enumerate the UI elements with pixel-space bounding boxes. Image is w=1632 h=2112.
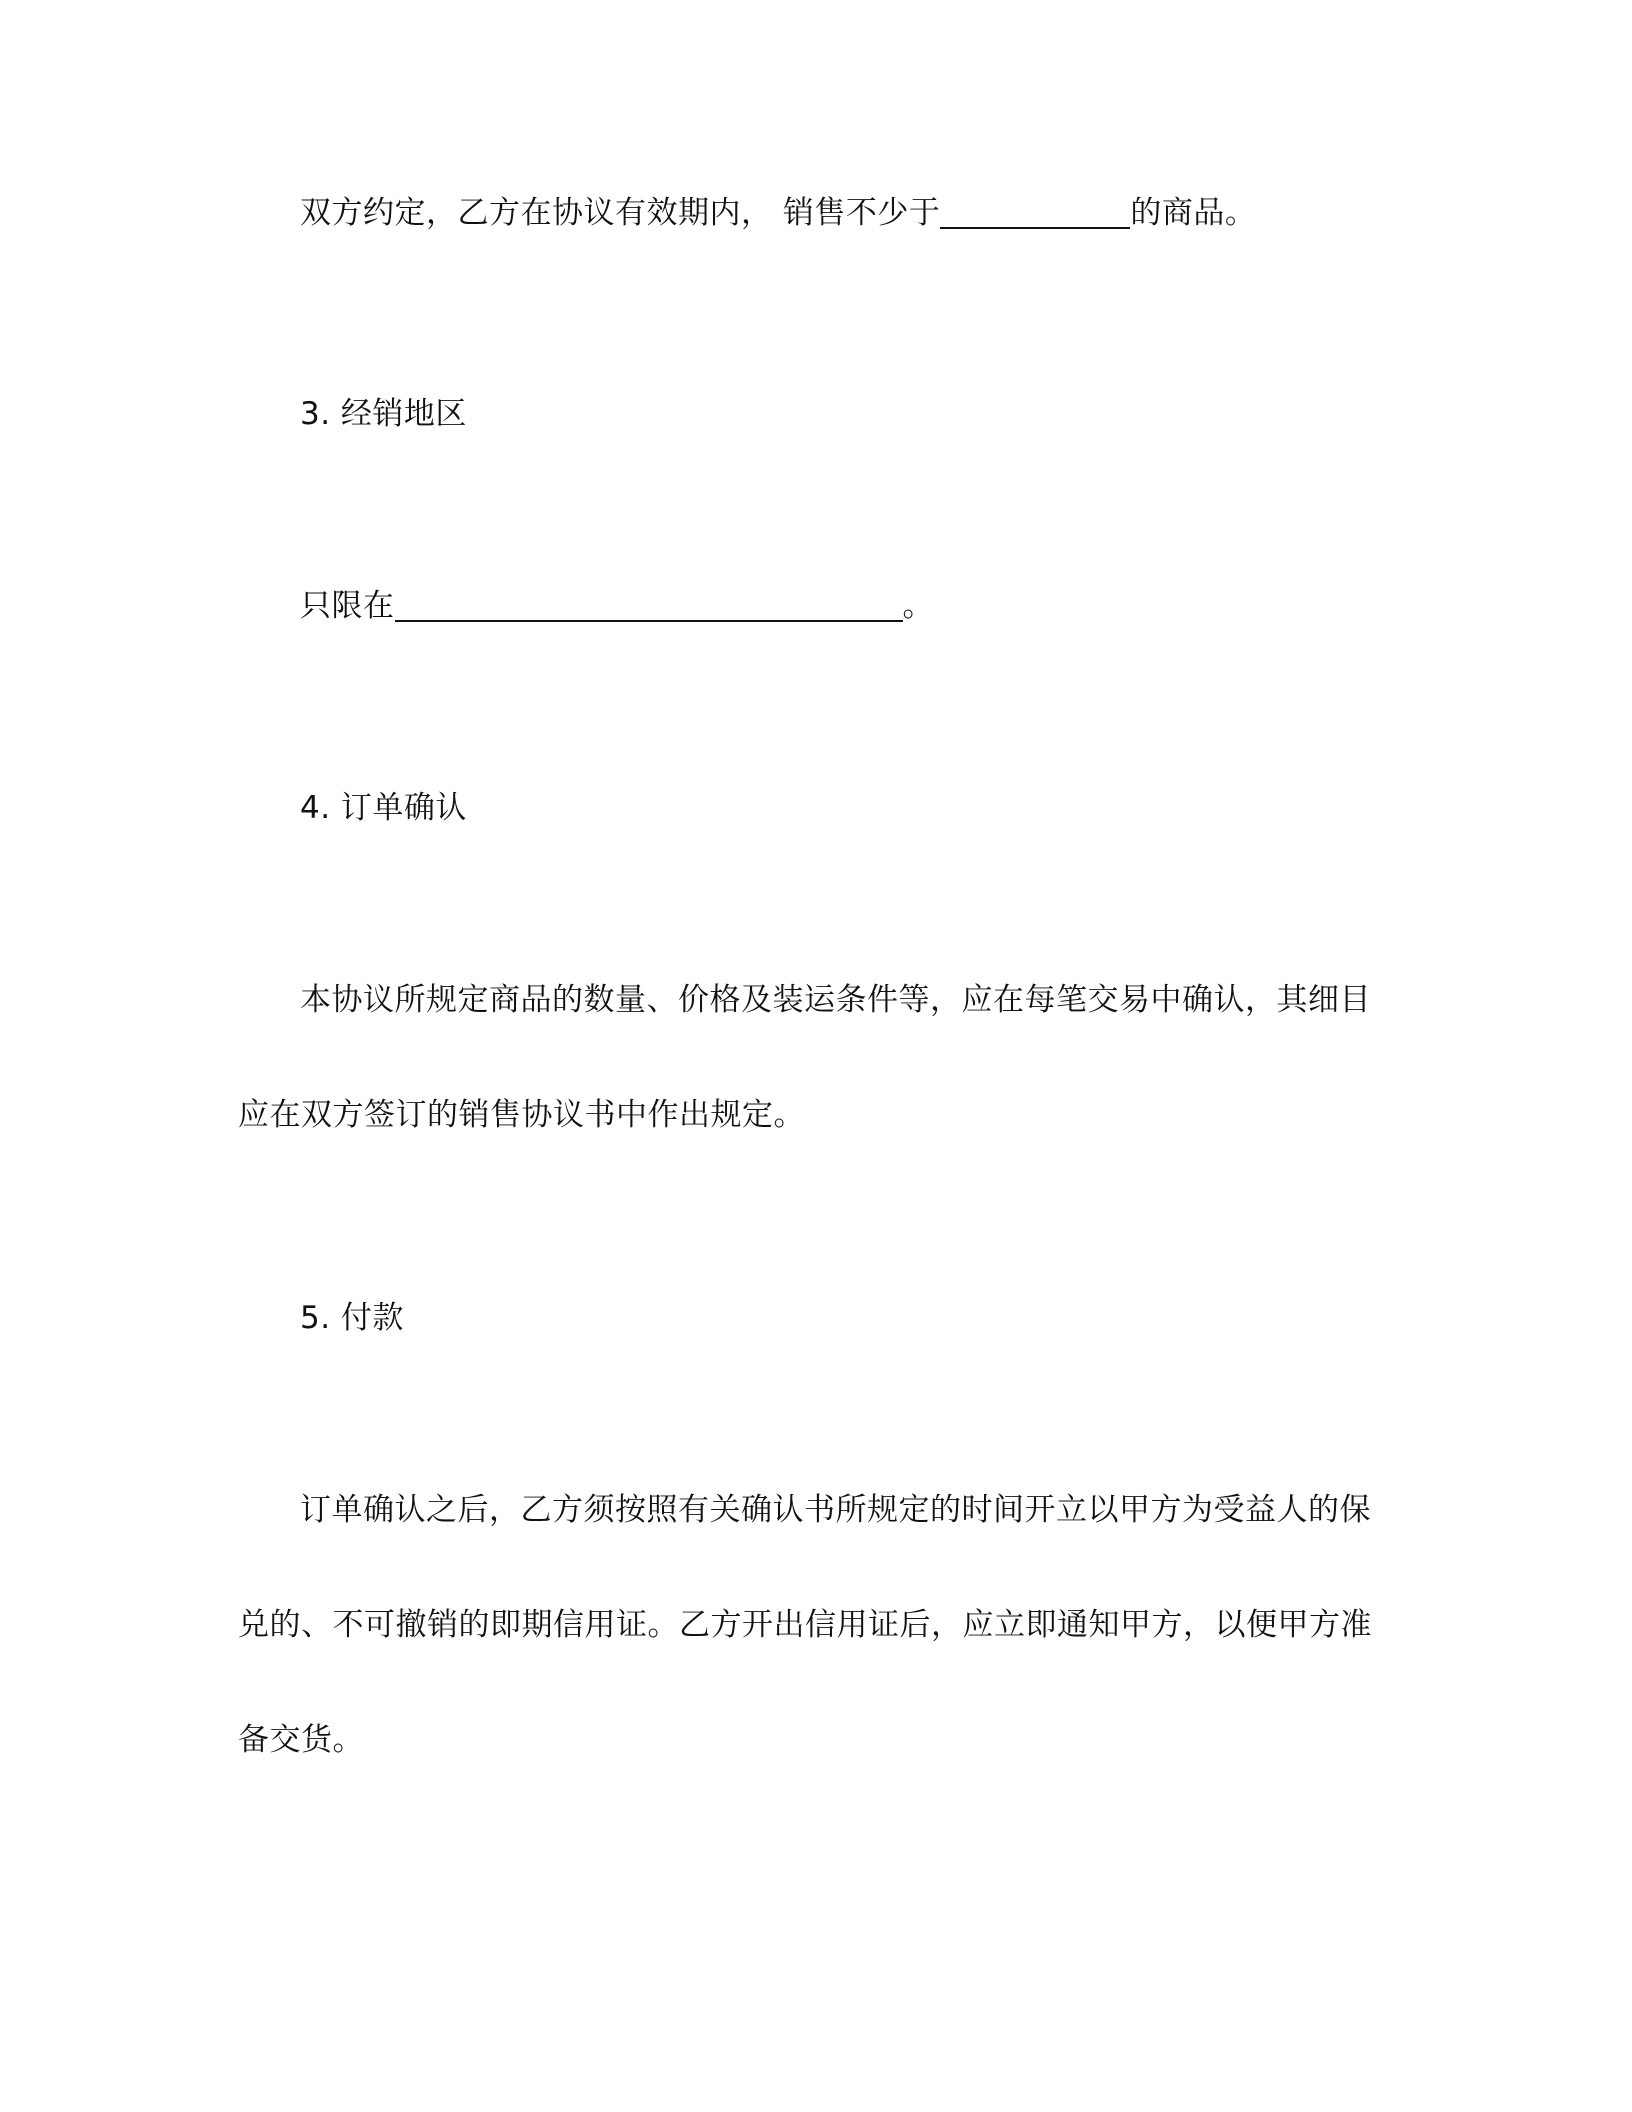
paragraph-text: 。	[902, 588, 934, 624]
paragraph-text: 双方约定，乙方在协议有效期内， 销售不少于	[300, 195, 941, 231]
paragraph-text: 的商品。	[1130, 195, 1257, 231]
paragraph-region-limit	[300, 586, 934, 626]
paragraph-order-line-1: 本协议所规定商品的数量、价格及装运条件等，应在每笔交易中确认，其细目	[300, 982, 1371, 1018]
fill-in-blank[interactable]	[940, 197, 1130, 229]
paragraph-sales-minimum	[300, 193, 1256, 233]
paragraph-payment-line-1: 订单确认之后，乙方须按照有关确认书所规定的时间开立以甲方为受益人的保	[300, 1492, 1371, 1528]
paragraph-payment-line-2: 兑的、不可撤销的即期信用证。乙方开出信用证后，应立即通知甲方，以便甲方准	[238, 1607, 1372, 1643]
paragraph-text: 只限在	[300, 588, 395, 624]
section-heading-4: 4. 订单确认	[300, 790, 467, 826]
section-heading-5: 5. 付款	[300, 1300, 404, 1336]
paragraph-payment-line-3: 备交货。	[238, 1722, 364, 1758]
fill-in-blank[interactable]	[395, 590, 903, 622]
section-heading-3: 3. 经销地区	[300, 396, 467, 432]
paragraph-order-line-2: 应在双方签订的销售协议书中作出规定。	[238, 1097, 805, 1133]
